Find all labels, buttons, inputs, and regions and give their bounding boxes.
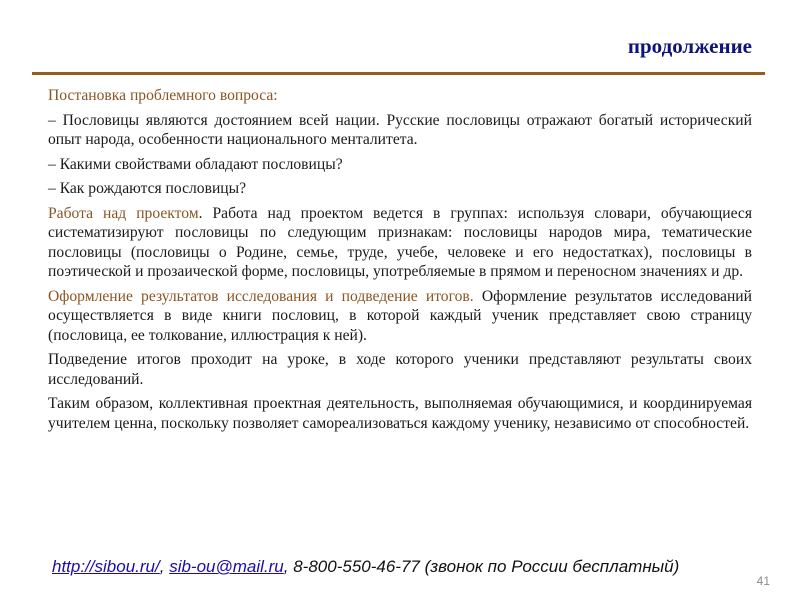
project-text: . Работа над проектом ведется в группах: используя словари, обучающиеся систематизируют пословицы по следующим признакам: пословицы народов мира, тематические пословицы (пословицы о Родине, семье, труде, учебе, человеке и его недостатках), пословицы в поэтической и прозаической форме, пословицы, употребляемые в прямом и переносном значениях и др.	[48, 204, 752, 280]
footer-separator: ,	[283, 557, 294, 576]
title-divider	[32, 72, 765, 75]
results-paragraph	[48, 287, 752, 346]
footer-contacts	[52, 557, 679, 577]
phone-text: 8-800-550-46-77 (звонок по России бесплатный)	[293, 557, 680, 576]
conclusion-paragraph: Таким образом, коллективная проектная деятельность, выполняемая обучающимися, и координируемая учителем ценна, поскольку позволяет самореализоваться каждому ученику, независимо от способностей.	[48, 395, 752, 432]
problem-line-2: – Какими свойствами обладают пословицы?	[48, 155, 343, 173]
project-paragraph	[48, 204, 752, 282]
project-heading: Работа над проектом	[48, 204, 199, 222]
summary-paragraph: Подведение итогов проходит на уроке, в ходе которого ученики представляют результаты своих исследований.	[48, 351, 752, 388]
problem-heading: Постановка проблемного вопроса:	[48, 87, 278, 104]
problem-line-1: – Пословицы являются достоянием всей нации. Русские пословицы отражают богатый исторический опыт народа, особенности национального менталитета.	[48, 111, 752, 148]
problem-line-3: – Как рождаются пословицы?	[48, 180, 247, 197]
page-number: 41	[756, 574, 770, 588]
slide-title: продолжение	[627, 34, 752, 58]
email-link[interactable]: sib-ou@mail.ru	[169, 557, 284, 576]
website-link[interactable]: http://sibou.ru/	[52, 557, 160, 576]
results-text: Оформление результатов исследований осуществляется в виде книги пословиц, в которой каждый ученик представляет свою страницу (пословица, ее толкование, иллюстрация к ней).	[48, 287, 752, 344]
results-heading: Оформление результатов исследования и подведение итогов.	[48, 287, 474, 305]
footer-separator: ,	[159, 557, 170, 576]
slide-content	[48, 86, 752, 438]
